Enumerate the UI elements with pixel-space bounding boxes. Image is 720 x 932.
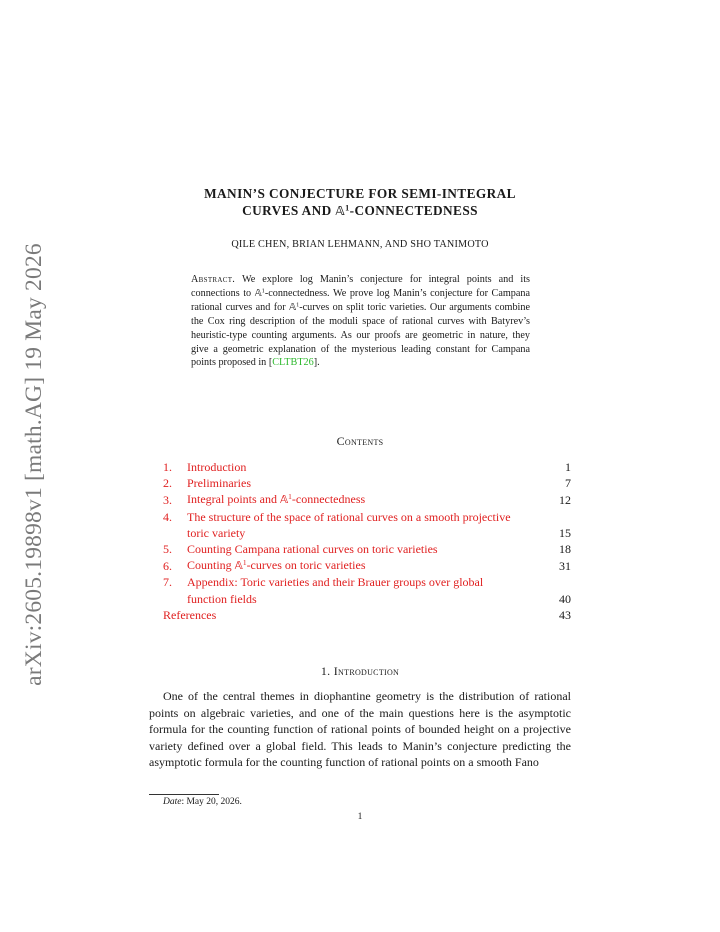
toc-entry-appendix[interactable]: 7. Appendix: Toric varieties and their Brauer groups over global function fields 40	[163, 575, 571, 606]
toc-entry-page: 43	[559, 607, 571, 622]
citation-link[interactable]: CLTBT26	[272, 357, 314, 369]
toc-entry-preliminaries[interactable]: 2. Preliminaries 7	[163, 476, 571, 491]
title-line-1: MANIN’S CONJECTURE FOR SEMI-INTEGRAL	[204, 186, 516, 201]
footnote-label: Date	[163, 797, 182, 807]
paper-title	[150, 185, 570, 220]
toc-entry-introduction[interactable]: 1. Introduction 1	[163, 460, 571, 474]
page-number: 1	[357, 812, 363, 822]
toc-entry-title[interactable]: Introduction	[187, 460, 247, 474]
arxiv-identifier-text: arXiv:2605.19898v1 [math.AG] 19 May 2026	[20, 243, 47, 686]
abstract-label: Abstract.	[191, 274, 236, 285]
toc-entry-title[interactable]: Counting Campana rational curves on toric varieties	[187, 542, 438, 557]
toc-entry-title[interactable]: References	[163, 607, 217, 622]
footnote-date: Date: May 20, 2026.	[163, 797, 242, 807]
toc-entry-page: 15	[559, 525, 571, 540]
toc-entry-page: 7	[565, 476, 571, 491]
toc-entry-references[interactable]	[163, 607, 571, 623]
toc-entry-counting-a1-curves[interactable]: 6. Counting 𝔸$^1$-curves on toric varieties 31	[163, 558, 571, 574]
body-paragraph: One of the central themes in diophantine geometry is the distribution of rational points on algebraic varieties, and one of the main questions here is the asymptotic formula for the counting function of rational points of bounded height on a projective variety defined over a global field. This leads to Manin’s conjecture predicting the asymptotic formula for the counting function of rational points on a smooth Fano	[149, 689, 571, 770]
toc-entry-page: 31	[559, 559, 571, 574]
toc-entry-counting-campana[interactable]: 5. Counting Campana rational curves on toric varieties 18	[163, 542, 571, 557]
toc-entry-title[interactable]: Preliminaries	[187, 476, 251, 491]
toc-entry-title[interactable]: Counting 𝔸$^1$-curves on toric varieties	[187, 558, 366, 573]
toc-entry-title[interactable]: The structure of the space of rational curves on a smooth projective toric variety	[187, 509, 511, 540]
arxiv-identifier-stamp	[8, 237, 60, 692]
abstract: Abstract. We explore log Manin’s conjecture for integral points and its connections to 𝔸$^1$-connectedness. We prove log Manin’s conjecture for Campana rational curves and for 𝔸$^1$-curves on split toric varieties. Our arguments combine the Cox ring description of the moduli space of rational curves with Batyrev’s heuristic-type counting arguments. As our proofs are geometric in nature, they give a geometric explanation of the mysterious leading constant for Campana points proposed in [CLTBT26].	[191, 274, 530, 369]
contents-heading: Contents	[336, 434, 384, 448]
footnote-divider	[149, 794, 219, 795]
toc-entry-integral-points[interactable]: 3. Integral points and 𝔸$^1$-connectedness 12	[163, 492, 571, 508]
toc-entry-page: 18	[559, 542, 571, 557]
section-heading: 1. Introduction	[320, 664, 400, 678]
toc-entry-page: 1	[565, 460, 571, 474]
toc-entry-title[interactable]: Appendix: Toric varieties and their Brauer groups over global function fields	[187, 575, 484, 606]
table-of-contents	[163, 459, 571, 623]
author-list: QILE CHEN, BRIAN LEHMANN, AND SHO TANIMOTO	[231, 239, 489, 250]
toc-entry-page: 12	[559, 493, 571, 508]
toc-entry-structure-of-space[interactable]: 4. The structure of the space of rational curves on a smooth projective toric variety 15	[163, 509, 571, 540]
toc-entry-page: 40	[559, 591, 571, 606]
toc-entry-title[interactable]: Integral points and 𝔸$^1$-connectedness	[187, 492, 366, 507]
title-line-2: CURVES AND 𝔸$^1$-CONNECTEDNESS	[242, 203, 478, 218]
